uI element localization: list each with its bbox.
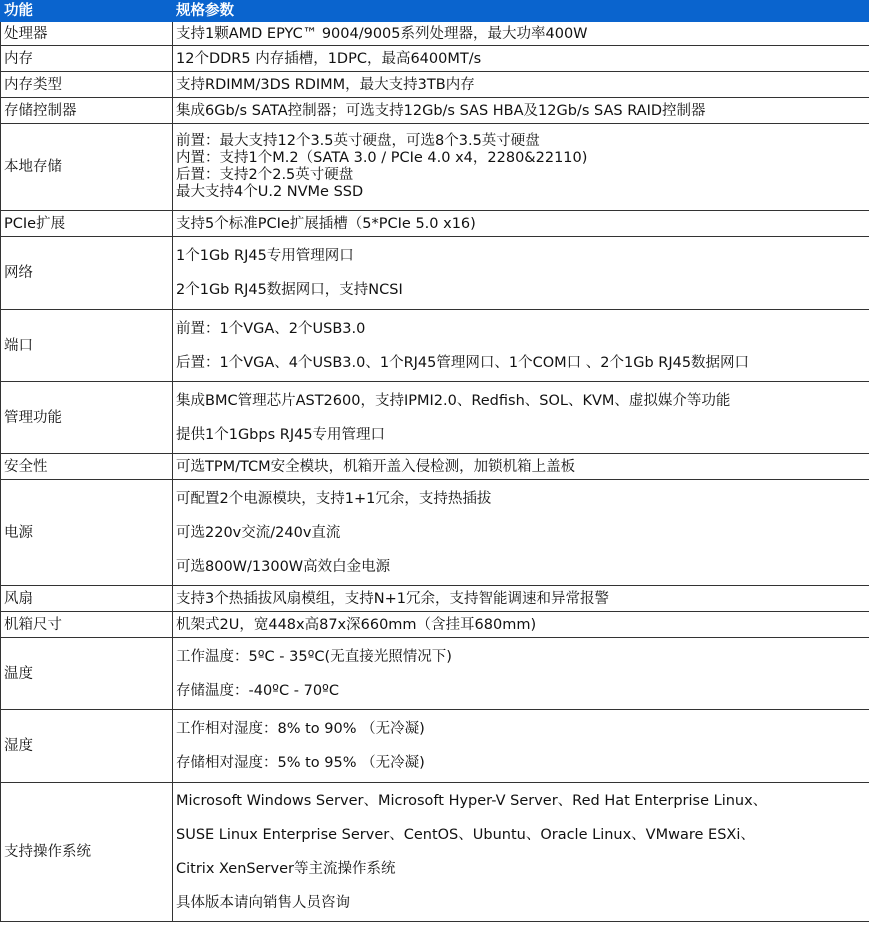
row-label: 内存 [1,46,173,72]
table-row [1,98,869,124]
table-row [1,22,869,46]
row-value [173,237,869,310]
row-label: 管理功能 [1,382,173,454]
row-label: 湿度 [1,710,173,783]
value-line: SUSE Linux Enterprise Server、CentOS、Ubuntu、Oracle Linux、VMware ESXi、 [176,827,755,843]
row-value [173,98,869,124]
value-line: 集成6Gb/s SATA控制器；可选支持12Gb/s SAS HBA及12Gb/s SAS RAID控制器 [176,102,706,119]
value-line: 可选800W/1300W高效白金电源 [176,558,391,575]
row-label: 电源 [1,480,173,586]
row-label: 机箱尺寸 [1,612,173,638]
value-line: 支持RDIMM/3DS RDIMM，最大支持3TB内存 [176,76,475,93]
row-label: 温度 [1,638,173,710]
table-row [1,310,869,382]
row-value [173,211,869,237]
table-header-row [1,1,869,22]
value-line: Citrix XenServer等主流操作系统 [176,861,396,877]
row-label: 处理器 [1,22,173,46]
row-label: 支持操作系统 [1,783,173,922]
table-row [1,710,869,783]
value-line: 后置：支持2个2.5英寸硬盘 [176,167,354,183]
table-row [1,612,869,638]
value-line: 前置：1个VGA、2个USB3.0 [176,320,366,337]
header-spec: 规格参数 [173,1,869,22]
row-value [173,72,869,98]
row-label: 端口 [1,310,173,382]
value-line: 提供1个1Gbps RJ45专用管理口 [176,426,386,443]
row-value [173,454,869,480]
value-line: 支持1颗AMD EPYC™ 9004/9005系列处理器，最大功率400W [176,25,588,42]
value-line: 机架式2U，宽448x高87x深660mm（含挂耳680mm) [176,616,537,633]
row-label: 本地存储 [1,124,173,211]
value-line: 支持5个标准PCIe扩展插槽（5*PCIe 5.0 x16) [176,215,476,232]
value-line: 前置：最大支持12个3.5英寸硬盘，可选8个3.5英寸硬盘 [176,133,540,149]
value-line: 内置：支持1个M.2（SATA 3.0 / PCIe 4.0 x4，2280&22110) [176,150,588,166]
value-line: 2个1Gb RJ45数据网口，支持NCSI [176,282,403,298]
value-line: 1个1Gb RJ45专用管理网口 [176,248,354,264]
value-line: 后置：1个VGA、4个USB3.0、1个RJ45管理网口、1个COM口 、2个1Gb RJ45数据网口 [176,354,750,371]
value-line: 12个DDR5 内存插槽，1DPC，最高6400MT/s [176,50,482,67]
row-value [173,586,869,612]
value-line: 支持3个热插拔风扇模组，支持N+1冗余，支持智能调速和异常报警 [176,590,609,607]
row-value [173,124,869,211]
table-row [1,124,869,211]
value-line: 集成BMC管理芯片AST2600，支持IPMI2.0、Redfish、SOL、KVM、虚拟媒介等功能 [176,392,731,409]
row-label: PCIe扩展 [1,211,173,237]
table-row [1,46,869,72]
table-row [1,586,869,612]
value-line: 具体版本请向销售人员咨询 [176,895,350,911]
row-value [173,46,869,72]
row-value [173,783,869,922]
row-label: 内存类型 [1,72,173,98]
row-value [173,638,869,710]
table-row [1,237,869,310]
table-row [1,638,869,710]
row-label: 风扇 [1,586,173,612]
row-value [173,382,869,454]
row-value [173,710,869,783]
row-value [173,612,869,638]
row-value [173,310,869,382]
table-row [1,454,869,480]
row-value [173,22,869,46]
value-line: 工作温度：5ºC - 35ºC(无直接光照情况下) [176,648,452,665]
table-row [1,783,869,922]
table-row [1,480,869,586]
value-line: 可选TPM/TCM安全模块，机箱开盖入侵检测，加锁机箱上盖板 [176,458,576,475]
row-value [173,480,869,586]
row-label: 安全性 [1,454,173,480]
value-line: 可选220v交流/240v直流 [176,524,341,541]
value-line: 存储相对湿度：5% to 95% （无冷凝) [176,755,425,771]
header-feature: 功能 [1,1,173,22]
value-line: 工作相对湿度：8% to 90% （无冷凝) [176,721,425,737]
table-row [1,72,869,98]
value-line: 可配置2个电源模块，支持1+1冗余，支持热插拔 [176,490,492,507]
row-label: 存储控制器 [1,98,173,124]
value-line: 最大支持4个U.2 NVMe SSD [176,184,364,200]
table-row [1,211,869,237]
row-label: 网络 [1,237,173,310]
value-line: Microsoft Windows Server、Microsoft Hyper-V Server、Red Hat Enterprise Linux、 [176,793,768,809]
value-line: 存储温度：-40ºC - 70ºC [176,682,339,699]
table-row [1,382,869,454]
